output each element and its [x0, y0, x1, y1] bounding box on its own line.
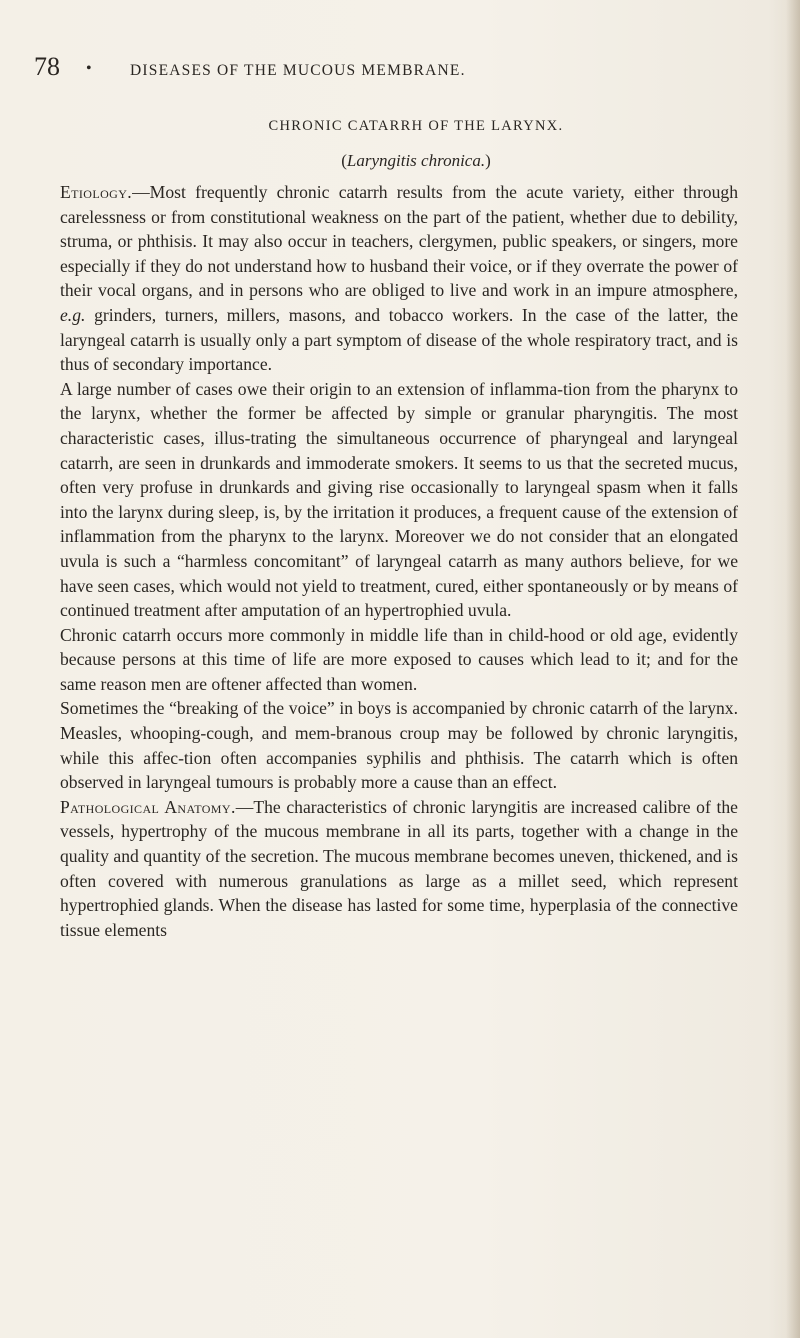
running-head [34, 52, 734, 92]
paragraph-italic: e.g. [60, 304, 86, 325]
lead-pathological-anatomy: Pathological Anatomy. [60, 796, 236, 817]
section-heading: CHRONIC CATARRH OF THE LARYNX. [268, 118, 564, 134]
page-number: 78 [34, 52, 60, 81]
running-head-title: DISEASES OF THE MUCOUS MEMBRANE. [130, 62, 466, 79]
section-subheading [16, 151, 800, 171]
paragraph-pathology [60, 795, 738, 943]
body-text [60, 180, 738, 942]
subheading-close-paren: ) [485, 151, 491, 170]
paragraph-text: —Most frequently chronic catarrh results from the acute variety, either through carelessness or from constitutional weakness on the part of the patient, whether due to debility, struma, or phthisis. It may also occur in teachers, clergymen, public speakers, or singers, more especially if they do not understand how to husband their voice, or if they overrate the power of their vocal organs, and in persons who are obliged to live and work in an impure atmosphere, [60, 182, 738, 301]
paragraph-age: Chronic catarrh occurs more commonly in middle life than in child-hood or old age, evidently because persons at this time of life are more exposed to causes which lead to it; and for the same reason men are oftener affected than women. [60, 624, 738, 694]
paragraph-etiology [60, 180, 738, 377]
page-edge-shadow [786, 0, 800, 1338]
paragraph-voice: Sometimes the “breaking of the voice” in boys is accompanied by chronic catarrh of the larynx. Measles, whooping-cough, and mem-branous croup may be followed by chronic laryngitis, while this affec-tion often accompanies syphilis and phthisis. The catarrh which is often observed in laryngeal tumours is probably more a cause than an effect. [60, 698, 738, 793]
running-head-mark: • [86, 60, 92, 77]
subheading-latin-name: Laryngitis chronica. [346, 151, 486, 170]
paragraph-text: grinders, turners, millers, masons, and tobacco workers. In the case of the latter, the laryngeal catarrh is usually only a part symptom of disease of the whole respiratory tract, and is thus of secondary importance. [60, 304, 738, 375]
paragraph-extension: A large number of cases owe their origin to an extension of inflamma-tion from the pharynx to the larynx, whether the former be affected by simple or granular pharyngitis. The most characteristic cases, illus-trating the simultaneous occurrence of pharyngeal and laryngeal catarrh, are seen in drunkards and immoderate smokers. It seems to us that the secreted mucus, often very profuse in drunkards and giving rise occasionally to laryngeal spasm when it falls into the larynx during sleep, is, by the irritation it produces, a frequent cause of the extension of inflammation from the pharynx to the larynx. Moreover we do not consider that an elongated uvula is such a “harmless concomitant” of laryngeal catarrh as many authors believe, for we have seen cases, which would not yield to treatment, cured, either spontaneously or by means of continued treatment after amputation of an hypertrophied uvula. [60, 378, 738, 621]
lead-etiology: Etiology. [60, 182, 133, 202]
subheading-open-paren: ( [341, 151, 347, 170]
paragraph-text: —The characteristics of chronic laryngitis are increased calibre of the vessels, hypertrophy of the mucous membrane in all its parts, together with a change in the quality and quantity of the secretion. The mucous membrane becomes uneven, thickened, and is often covered with numerous granulations as large as a millet seed, which represent hypertrophied glands. When the disease has lasted for some time, hyperplasia of the connective tissue elements [60, 796, 738, 940]
